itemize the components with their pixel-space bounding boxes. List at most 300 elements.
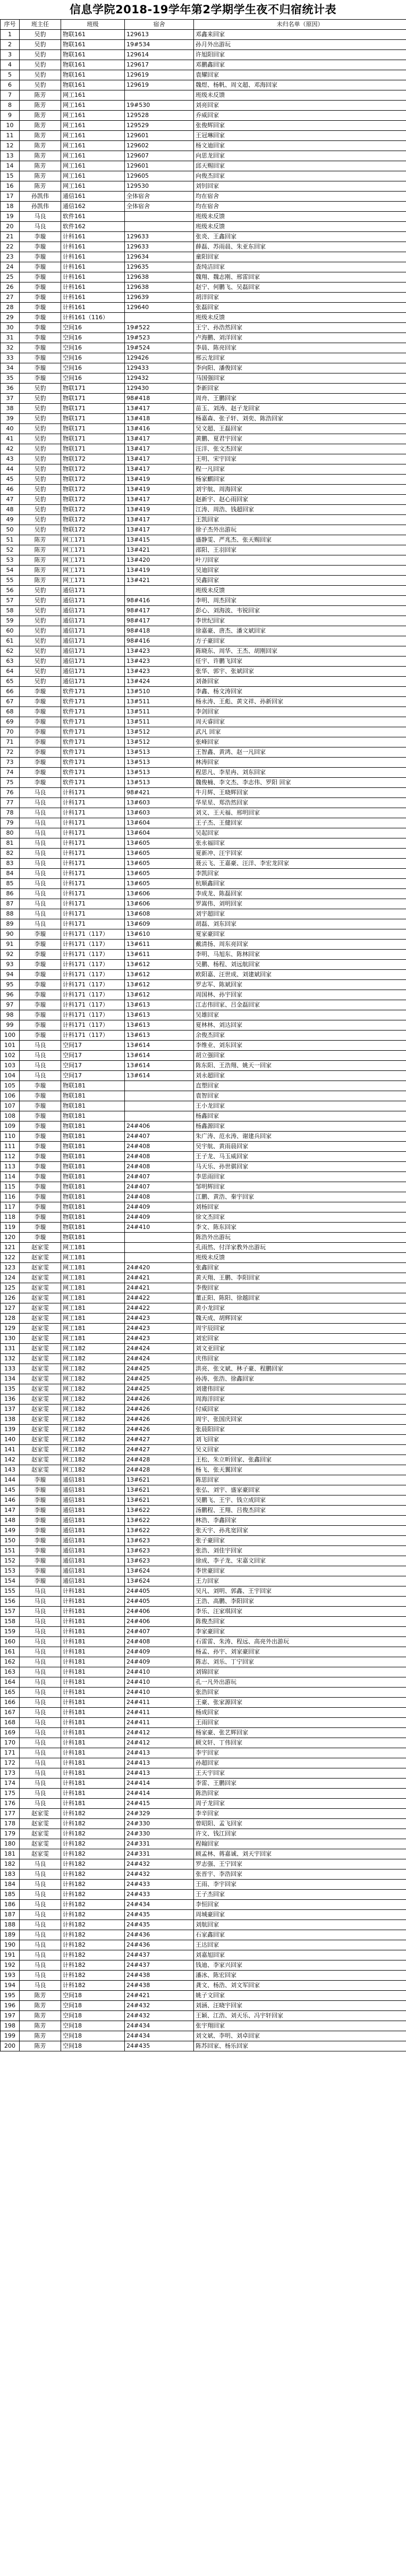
cell-dorm [125, 1243, 194, 1253]
cell-index: 13 [1, 151, 20, 161]
cell-index: 59 [1, 616, 20, 626]
cell-teacher: 马良 [20, 1617, 61, 1627]
table-row [1, 1960, 406, 1971]
cell-absent-list: 孙涛、张浩、徐鑫回家 [194, 1374, 406, 1384]
cell-class: 物联161 [61, 30, 125, 40]
cell-class: 物联181 [61, 1152, 125, 1162]
cell-absent-list: 曾昭阳、孟飞回家 [194, 1819, 406, 1829]
cell-dorm: 24#438 [125, 1981, 194, 1991]
cell-index: 128 [1, 1314, 20, 1324]
cell-index: 56 [1, 586, 20, 596]
cell-teacher: 李璇 [20, 272, 61, 282]
cell-dorm: 24#410 [125, 1677, 194, 1688]
cell-teacher: 李璇 [20, 1576, 61, 1586]
cell-teacher: 马良 [20, 869, 61, 879]
cell-absent-list: 吴起回家 [194, 828, 406, 838]
cell-index: 40 [1, 424, 20, 434]
cell-index: 88 [1, 909, 20, 919]
table-row [1, 980, 406, 990]
cell-dorm: 13#614 [125, 1041, 194, 1051]
cell-absent-list: 王达回家 [194, 1940, 406, 1950]
cell-index: 7 [1, 90, 20, 101]
cell-dorm: 24#437 [125, 1960, 194, 1971]
cell-dorm: 13#608 [125, 909, 194, 919]
cell-class: 物联171 [61, 424, 125, 434]
cell-class: 计科182 [61, 1950, 125, 1960]
cell-teacher: 马良 [20, 1586, 61, 1597]
cell-absent-list: 龚文、杨浩、刘文军回家 [194, 1981, 406, 1991]
cell-index: 150 [1, 1536, 20, 1546]
cell-teacher: 马良 [20, 1061, 61, 1071]
table-row [1, 525, 406, 535]
cell-class: 网工182 [61, 1435, 125, 1445]
cell-class: 物联161 [61, 40, 125, 50]
cell-teacher: 李璇 [20, 1223, 61, 1233]
cell-dorm: 13#612 [125, 970, 194, 980]
cell-index: 181 [1, 1849, 20, 1859]
cell-index: 82 [1, 849, 20, 859]
cell-index: 96 [1, 990, 20, 1000]
table-row [1, 818, 406, 828]
cell-teacher: 李璇 [20, 737, 61, 747]
cell-index: 43 [1, 454, 20, 464]
cell-dorm: 129601 [125, 131, 194, 141]
table-row [1, 1920, 406, 1930]
cell-dorm: 24#426 [125, 1425, 194, 1435]
cell-dorm: 13#423 [125, 667, 194, 677]
cell-dorm: 13#604 [125, 828, 194, 838]
cell-class: 计科171（117） [61, 950, 125, 960]
cell-index: 14 [1, 161, 20, 171]
cell-class: 空间18 [61, 2021, 125, 2031]
cell-teacher: 李璇 [20, 747, 61, 758]
cell-teacher: 李璇 [20, 293, 61, 303]
cell-class: 网工181 [61, 1314, 125, 1324]
cell-absent-list: 孔雨然、付洋家教外出游玩 [194, 1243, 406, 1253]
cell-absent-list: 张晨阳回家 [194, 1425, 406, 1435]
cell-index: 53 [1, 555, 20, 566]
table-row [1, 242, 406, 252]
cell-dorm: 129638 [125, 282, 194, 293]
cell-index: 143 [1, 1465, 20, 1475]
cell-teacher: 马良 [20, 1688, 61, 1698]
table-row [1, 495, 406, 505]
cell-absent-list: 潘冰、陈宏回家 [194, 1971, 406, 1981]
cell-teacher: 陈芳 [20, 2001, 61, 2011]
table-row [1, 1243, 406, 1253]
cell-absent-list: 刘杨回家 [194, 1202, 406, 1212]
cell-class: 计科182 [61, 1940, 125, 1950]
cell-absent-list: 刘锦回家 [194, 1667, 406, 1677]
cell-class: 物联172 [61, 454, 125, 464]
table-row [1, 758, 406, 768]
table-row [1, 2021, 406, 2031]
cell-index: 161 [1, 1647, 20, 1657]
table-row [1, 566, 406, 576]
cell-class: 空间16 [61, 353, 125, 363]
cell-teacher: 马良 [20, 889, 61, 899]
cell-teacher: 陈芳 [20, 121, 61, 131]
table-row [1, 424, 406, 434]
cell-index: 159 [1, 1627, 20, 1637]
cell-index: 68 [1, 707, 20, 717]
cell-class: 通信181 [61, 1576, 125, 1586]
cell-index: 69 [1, 717, 20, 727]
cell-class: 物联181 [61, 1101, 125, 1111]
cell-class: 网工182 [61, 1374, 125, 1384]
cell-teacher: 陈芳 [20, 151, 61, 161]
cell-index: 6 [1, 80, 20, 90]
cell-dorm: 13#611 [125, 950, 194, 960]
cell-dorm: 13#622 [125, 1506, 194, 1516]
cell-dorm: 13#511 [125, 707, 194, 717]
table-row [1, 657, 406, 667]
table-row [1, 1950, 406, 1960]
cell-absent-list: 乔威回家 [194, 111, 406, 121]
cell-class: 计科171（117） [61, 1031, 125, 1041]
cell-dorm: 13#605 [125, 869, 194, 879]
cell-dorm: 24#408 [125, 1142, 194, 1152]
cell-dorm [125, 313, 194, 323]
table-row [1, 1394, 406, 1405]
cell-class: 网工181 [61, 1253, 125, 1263]
cell-absent-list: 黄鹏、夏君宇回家 [194, 434, 406, 444]
cell-dorm: 13#513 [125, 747, 194, 758]
cell-dorm: 24#409 [125, 1212, 194, 1223]
cell-absent-list: 杭顺鑫回家 [194, 879, 406, 889]
table-row [1, 1233, 406, 1243]
cell-dorm: 13#605 [125, 879, 194, 889]
cell-dorm: 13#420 [125, 555, 194, 566]
table-row [1, 737, 406, 747]
cell-absent-list: 王松、朱立昕回家、张鑫回家 [194, 1455, 406, 1465]
cell-dorm: 24#412 [125, 1738, 194, 1748]
cell-teacher: 赵家雯 [20, 1303, 61, 1314]
cell-dorm: 24#407 [125, 1132, 194, 1142]
cell-index: 72 [1, 747, 20, 758]
cell-index: 84 [1, 869, 20, 879]
table-row [1, 1991, 406, 2001]
cell-dorm: 24#424 [125, 1354, 194, 1364]
cell-class: 计科181 [61, 1708, 125, 1718]
cell-absent-list: 查纯洁回家 [194, 262, 406, 272]
cell-index: 42 [1, 444, 20, 454]
cell-class: 网工181 [61, 1273, 125, 1283]
cell-absent-list: 黄天翔、王鹏、李阳回家 [194, 1273, 406, 1283]
cell-class: 网工171 [61, 555, 125, 566]
cell-index: 5 [1, 70, 20, 80]
cell-class: 物联181 [61, 1192, 125, 1202]
cell-absent-list: 周国林、孙宇回家 [194, 990, 406, 1000]
cell-teacher: 马良 [20, 1950, 61, 1960]
table-row [1, 869, 406, 879]
cell-absent-list: 王智鑫、黄鸿、赵一凡回家 [194, 747, 406, 758]
cell-teacher: 李璇 [20, 1212, 61, 1223]
cell-teacher: 李璇 [20, 717, 61, 727]
cell-class: 物联172 [61, 475, 125, 485]
cell-absent-list: 张永福回家 [194, 838, 406, 849]
table-row [1, 1748, 406, 1758]
cell-absent-list: 刘宏回家 [194, 1334, 406, 1344]
cell-dorm: 13#421 [125, 545, 194, 555]
cell-dorm: 129530 [125, 181, 194, 192]
cell-class: 计科161 [61, 232, 125, 242]
table-row [1, 707, 406, 717]
table-row [1, 1536, 406, 1546]
cell-dorm: 24#424 [125, 1344, 194, 1354]
cell-teacher: 马良 [20, 1728, 61, 1738]
cell-class: 通信181 [61, 1495, 125, 1506]
cell-absent-list: 陈俊杰回家 [194, 1617, 406, 1627]
table-row [1, 636, 406, 646]
cell-class: 物联161 [61, 80, 125, 90]
cell-index: 164 [1, 1677, 20, 1688]
cell-dorm: 129634 [125, 252, 194, 262]
cell-teacher: 马良 [20, 1890, 61, 1900]
header-row [1, 20, 406, 30]
cell-index: 8 [1, 101, 20, 111]
table-row [1, 990, 406, 1000]
table-row [1, 1334, 406, 1344]
cell-dorm: 24#428 [125, 1455, 194, 1465]
cell-absent-list: 王天宇回家 [194, 1768, 406, 1779]
table-row [1, 798, 406, 808]
cell-teacher: 赵家雯 [20, 1829, 61, 1839]
table-row [1, 1637, 406, 1647]
cell-teacher: 李璇 [20, 1142, 61, 1152]
cell-class: 计科182 [61, 1920, 125, 1930]
cell-dorm: 24#413 [125, 1748, 194, 1758]
cell-teacher: 李璇 [20, 1121, 61, 1132]
table-row [1, 1344, 406, 1354]
cell-absent-list: 刘永超回家 [194, 1071, 406, 1081]
table-row [1, 1172, 406, 1182]
table-row [1, 586, 406, 596]
cell-class: 计科161 [61, 303, 125, 313]
cell-dorm: 13#603 [125, 808, 194, 818]
cell-index: 142 [1, 1455, 20, 1465]
cell-absent-list: 李文、陈东回家 [194, 1223, 406, 1233]
cell-teacher: 马良 [20, 1940, 61, 1950]
cell-class: 计科161 [61, 242, 125, 252]
cell-index: 176 [1, 1799, 20, 1809]
cell-absent-list: 徐成、李子龙、宋嘉文回家 [194, 1556, 406, 1566]
table-row [1, 80, 406, 90]
cell-index: 188 [1, 1920, 20, 1930]
cell-index: 87 [1, 899, 20, 909]
cell-dorm: 13#623 [125, 1556, 194, 1566]
cell-teacher: 吴豹 [20, 60, 61, 70]
cell-index: 32 [1, 343, 20, 353]
cell-absent-list: 李世纪回家 [194, 616, 406, 626]
cell-class: 物联181 [61, 1172, 125, 1182]
cell-dorm: 13#613 [125, 1020, 194, 1031]
cell-absent-list: 夏新冲、汪宇回家 [194, 849, 406, 859]
cell-absent-list: 班级未反馈 [194, 212, 406, 222]
cell-dorm: 24#433 [125, 1890, 194, 1900]
cell-absent-list: 顾文轩、丁伟回家 [194, 1738, 406, 1748]
cell-class: 网工181 [61, 1293, 125, 1303]
cell-absent-list: 均在宿舍 [194, 202, 406, 212]
cell-index: 134 [1, 1374, 20, 1384]
table-row [1, 1677, 406, 1688]
cell-index: 16 [1, 181, 20, 192]
cell-dorm: 13#621 [125, 1495, 194, 1506]
cell-index: 196 [1, 2001, 20, 2011]
cell-dorm: 13#416 [125, 424, 194, 434]
cell-index: 144 [1, 1475, 20, 1485]
cell-class: 计科181 [61, 1667, 125, 1677]
cell-dorm: 13#622 [125, 1526, 194, 1536]
cell-absent-list: 叶刀回家 [194, 555, 406, 566]
cell-teacher: 李璇 [20, 1111, 61, 1121]
cell-absent-list: 石家鑫回家 [194, 1930, 406, 1940]
cell-class: 物联171 [61, 434, 125, 444]
table-row [1, 444, 406, 454]
cell-teacher: 赵家雯 [20, 1809, 61, 1819]
cell-class: 计科181 [61, 1779, 125, 1789]
cell-dorm: 13#614 [125, 1051, 194, 1061]
cell-absent-list: 邱天赐回家 [194, 161, 406, 171]
cell-teacher: 马良 [20, 1960, 61, 1971]
cell-absent-list: 钱迪、李家兴回家 [194, 1960, 406, 1971]
cell-absent-list: 杨飞、张天翼回家 [194, 1465, 406, 1475]
cell-index: 107 [1, 1101, 20, 1111]
cell-teacher: 马良 [20, 1981, 61, 1991]
cell-teacher: 李璇 [20, 323, 61, 333]
cell-absent-list: 杨嘉森、张子轩、刘奕、陈浩回家 [194, 414, 406, 424]
cell-class: 计科171 [61, 899, 125, 909]
cell-dorm: 98#417 [125, 616, 194, 626]
cell-absent-list: 李凯回家 [194, 869, 406, 879]
cell-teacher: 赵家雯 [20, 1425, 61, 1435]
cell-absent-list: 江鹏、黄浩、秦宇回家 [194, 1192, 406, 1202]
cell-index: 138 [1, 1415, 20, 1425]
header-dorm: 宿舍 [125, 20, 194, 30]
cell-class: 物联181 [61, 1182, 125, 1192]
cell-class: 网工181 [61, 1263, 125, 1273]
cell-absent-list: 罗志军、陈斌回家 [194, 980, 406, 990]
cell-absent-list: 杨鑫回家 [194, 1111, 406, 1121]
cell-teacher: 吴豹 [20, 444, 61, 454]
cell-absent-list: 李新回家 [194, 384, 406, 394]
cell-dorm [125, 586, 194, 596]
cell-absent-list: 周海洋回家 [194, 1394, 406, 1405]
cell-class: 通信181 [61, 1526, 125, 1536]
cell-index: 9 [1, 111, 20, 121]
cell-index: 97 [1, 1000, 20, 1010]
table-row [1, 1111, 406, 1121]
cell-absent-list: 王子杰、王健回家 [194, 818, 406, 828]
cell-index: 93 [1, 960, 20, 970]
header-teacher: 班主任 [20, 20, 61, 30]
cell-dorm: 24#432 [125, 2001, 194, 2011]
cell-teacher: 李璇 [20, 707, 61, 717]
cell-absent-list: 张峰回家 [194, 737, 406, 747]
cell-dorm: 129602 [125, 141, 194, 151]
table-row [1, 747, 406, 758]
cell-index: 198 [1, 2021, 20, 2031]
cell-class: 计科182 [61, 1880, 125, 1890]
cell-absent-list: 吴凡、刘明、郭鑫、王宇回家 [194, 1586, 406, 1597]
cell-teacher: 吴豹 [20, 70, 61, 80]
cell-index: 116 [1, 1192, 20, 1202]
cell-absent-list: 班级未反馈 [194, 222, 406, 232]
cell-class: 网工161 [61, 111, 125, 121]
cell-absent-list: 任宇、许鹏飞回家 [194, 657, 406, 667]
cell-index: 172 [1, 1758, 20, 1768]
cell-teacher: 马良 [20, 1971, 61, 1981]
table-row [1, 1273, 406, 1283]
table-row [1, 1728, 406, 1738]
table-row [1, 646, 406, 657]
cell-dorm: 13#513 [125, 768, 194, 778]
cell-absent-list: 林浩、李鑫回家 [194, 1516, 406, 1526]
cell-index: 52 [1, 545, 20, 555]
cell-absent-list: 许文、钱江回家 [194, 1829, 406, 1839]
cell-absent-list: 王力回家 [194, 1576, 406, 1586]
cell-class: 网工182 [61, 1344, 125, 1354]
cell-class: 物联181 [61, 1091, 125, 1101]
cell-class: 网工171 [61, 545, 125, 555]
cell-teacher: 吴豹 [20, 596, 61, 606]
cell-dorm: 24#408 [125, 1162, 194, 1172]
cell-class: 计科181 [61, 1718, 125, 1728]
cell-index: 4 [1, 60, 20, 70]
cell-class: 物联181 [61, 1132, 125, 1142]
cell-class: 通信181 [61, 1475, 125, 1485]
table-row [1, 1617, 406, 1627]
cell-class: 通信181 [61, 1506, 125, 1516]
cell-dorm: 13#417 [125, 404, 194, 414]
cell-class: 通信171 [61, 586, 125, 596]
cell-absent-list: 张华、郭宇、张斌回家 [194, 667, 406, 677]
cell-dorm: 24#408 [125, 1637, 194, 1647]
cell-dorm: 13#603 [125, 798, 194, 808]
cell-dorm [125, 1081, 194, 1091]
cell-absent-list: 顾孟林、蒋嘉诚、刘天宇回家 [194, 1849, 406, 1859]
table-row [1, 111, 406, 121]
table-row [1, 252, 406, 262]
cell-class: 网工171 [61, 535, 125, 545]
cell-teacher: 陈芳 [20, 101, 61, 111]
cell-index: 30 [1, 323, 20, 333]
cell-teacher: 赵家雯 [20, 1354, 61, 1364]
cell-absent-list: 周宇辰回家 [194, 1324, 406, 1334]
cell-teacher: 吴豹 [20, 424, 61, 434]
cell-dorm: 24#432 [125, 1869, 194, 1880]
table-row [1, 950, 406, 960]
table-row [1, 545, 406, 555]
cell-teacher: 李璇 [20, 1536, 61, 1546]
cell-dorm: 13#417 [125, 495, 194, 505]
cell-class: 计科182 [61, 1839, 125, 1849]
cell-class: 计科182 [61, 1809, 125, 1819]
cell-teacher: 李璇 [20, 232, 61, 242]
cell-teacher: 马良 [20, 808, 61, 818]
cell-teacher: 李璇 [20, 1182, 61, 1192]
table-row [1, 101, 406, 111]
cell-class: 网工182 [61, 1364, 125, 1374]
cell-dorm: 24#438 [125, 1971, 194, 1981]
cell-index: 186 [1, 1900, 20, 1910]
table-row [1, 1971, 406, 1981]
cell-teacher: 李璇 [20, 343, 61, 353]
table-row [1, 1900, 406, 1910]
cell-absent-list: 张天宇、孙兆宽回家 [194, 1526, 406, 1536]
cell-dorm: 24#427 [125, 1435, 194, 1445]
cell-teacher: 李璇 [20, 687, 61, 697]
